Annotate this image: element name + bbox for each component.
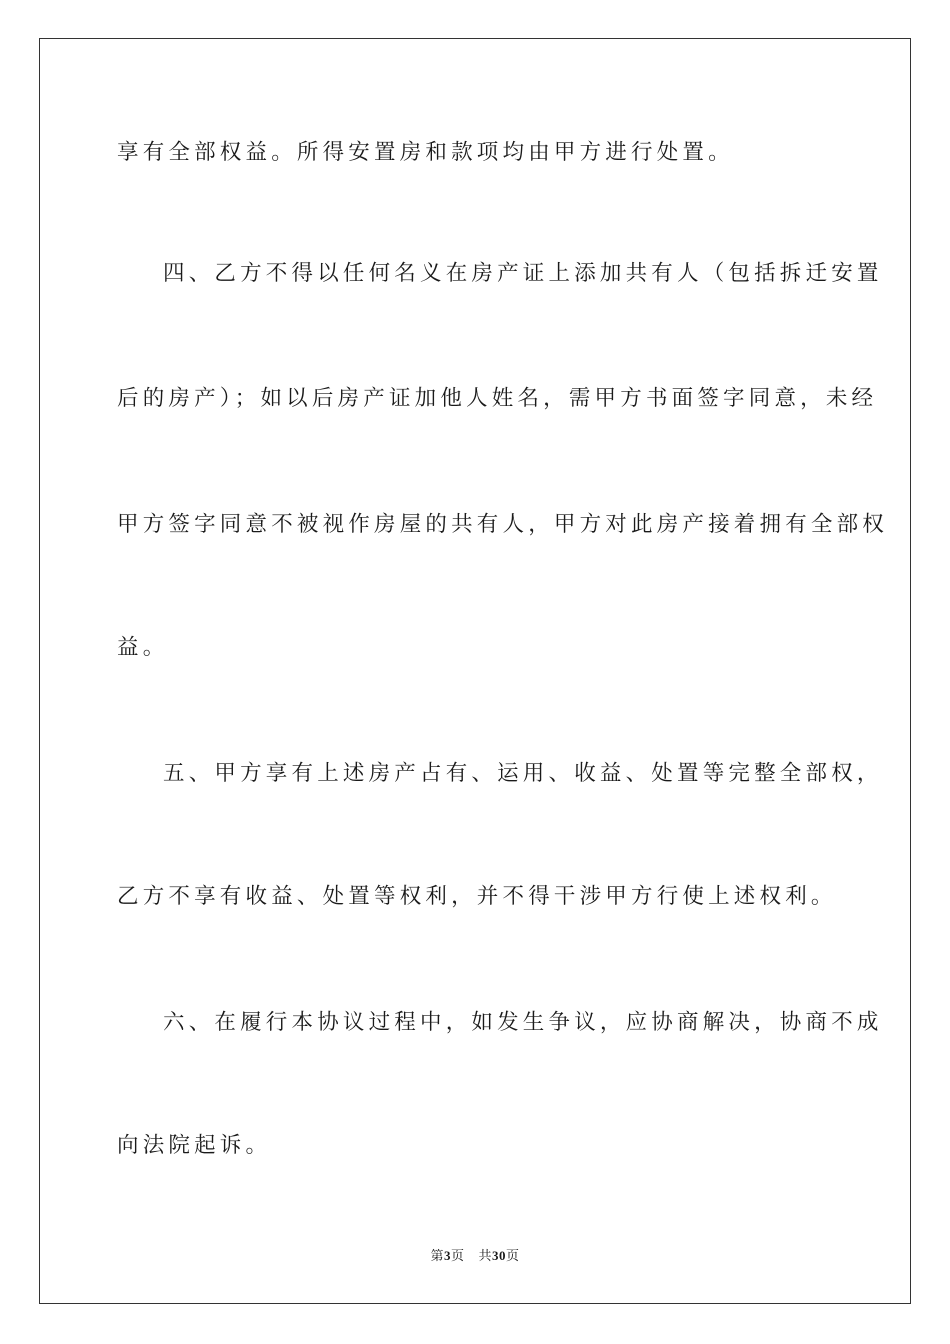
paragraph-line: 享有全部权益。所得安置房和款项均由甲方进行处置。 bbox=[117, 140, 734, 165]
page-prefix: 第 bbox=[430, 1249, 444, 1264]
page-number: 3 bbox=[443, 1248, 451, 1263]
paragraph-line: 乙方不享有收益、处置等权利，并不得干涉甲方行使上述权利。 bbox=[117, 884, 837, 909]
paragraph-line: 六、在履行本协议过程中，如发生争议，应协商解决，协商不成 bbox=[163, 1010, 883, 1035]
paragraph-line: 益。 bbox=[117, 635, 169, 660]
total-suffix: 页 bbox=[506, 1249, 520, 1264]
paragraph-line: 四、乙方不得以任何名义在房产证上添加共有人（包括拆迁安置 bbox=[163, 261, 883, 286]
page-suffix: 页 bbox=[450, 1249, 465, 1264]
page-border bbox=[39, 38, 911, 1304]
paragraph-line: 甲方签字同意不被视作房屋的共有人，甲方对此房产接着拥有全部权 bbox=[117, 512, 889, 537]
page-footer bbox=[0, 1247, 950, 1266]
paragraph-line: 五、甲方享有上述房产占有、运用、收益、处置等完整全部权， bbox=[163, 761, 883, 786]
paragraph-line: 向法院起诉。 bbox=[117, 1133, 272, 1158]
total-prefix: 共 bbox=[478, 1249, 493, 1264]
total-pages: 30 bbox=[492, 1248, 507, 1263]
paragraph-line: 后的房产）；如以后房产证加他人姓名，需甲方书面签字同意，未经 bbox=[117, 386, 878, 411]
